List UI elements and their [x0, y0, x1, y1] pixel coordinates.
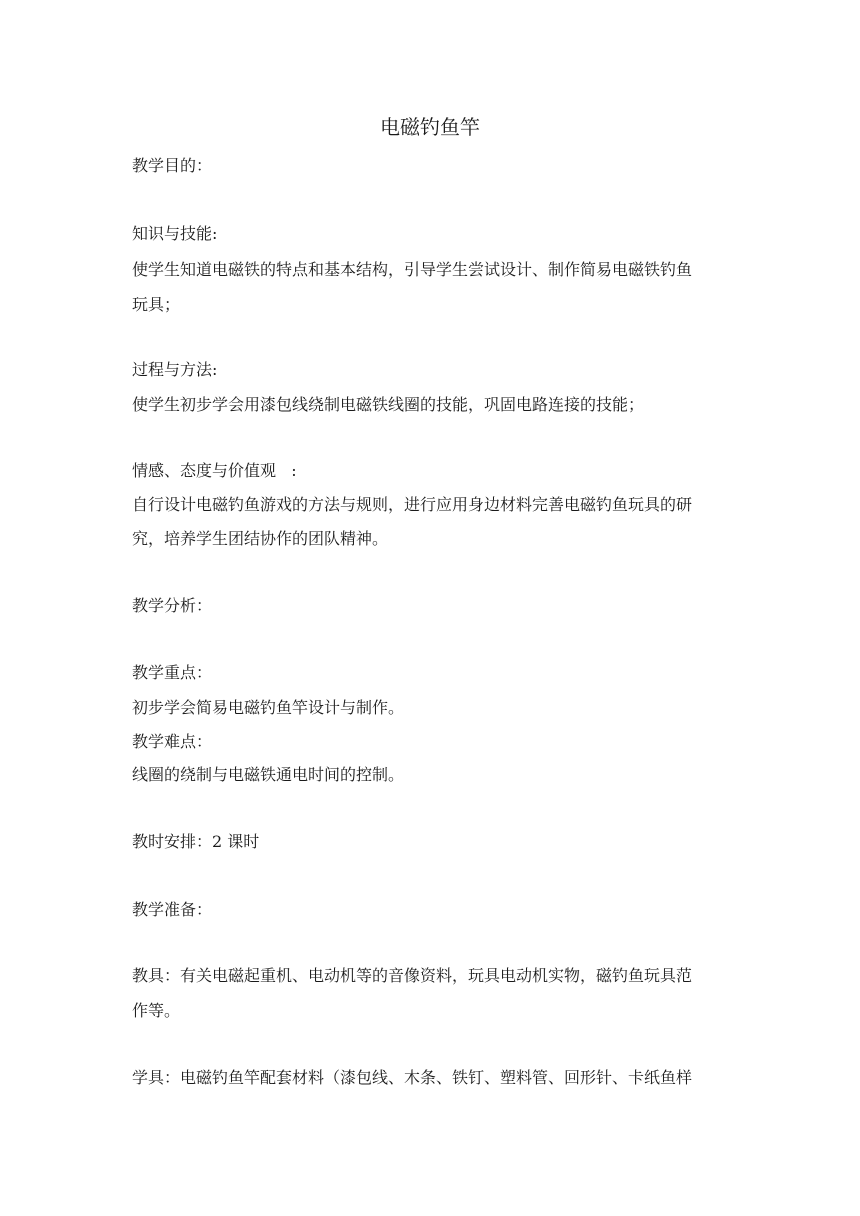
paragraph-line: 作等。 — [132, 1001, 181, 1020]
section-heading-teaching-objectives: 教学目的： — [132, 156, 213, 175]
document-title: 电磁钓鱼竿 — [380, 115, 480, 139]
paragraph-line: 初步学会简易电磁钓鱼竿设计与制作。 — [132, 698, 405, 717]
subheading-difficult-points: 教学难点： — [132, 732, 213, 751]
paragraph-line: 玩具； — [132, 295, 181, 314]
subheading-knowledge-skills: 知识与技能: — [132, 224, 218, 243]
paragraph-line: 教具：有关电磁起重机、电动机等的音像资料，玩具电动机实物，磁钓鱼玩具范 — [132, 966, 693, 985]
paragraph-line: 学具：电磁钓鱼竿配套材料（漆包线、木条、铁钉、塑料管、回形针、卡纸鱼样 — [132, 1068, 693, 1087]
subheading-emotion-attitude-values: 情感、态度与价值观 : — [132, 461, 297, 480]
paragraph-line: 究，培养学生团结协作的团队精神。 — [132, 529, 389, 548]
paragraph-line: 自行设计电磁钓鱼游戏的方法与规则，进行应用身边材料完善电磁钓鱼玩具的研 — [132, 495, 693, 514]
subheading-key-points: 教学重点： — [132, 663, 213, 682]
paragraph-line: 使学生初步学会用漆包线绕制电磁铁线圈的技能，巩固电路连接的技能； — [132, 395, 645, 414]
subheading-process-methods: 过程与方法: — [132, 360, 218, 379]
section-heading-teaching-preparation: 教学准备： — [132, 900, 213, 919]
section-heading-teaching-analysis: 教学分析： — [132, 596, 213, 615]
paragraph-line: 使学生知道电磁铁的特点和基本结构，引导学生尝试设计、制作简易电磁铁钓鱼 — [132, 260, 693, 279]
schedule-line: 教时安排：2 课时 — [132, 832, 260, 851]
paragraph-line: 线圈的绕制与电磁铁通电时间的控制。 — [132, 765, 405, 784]
